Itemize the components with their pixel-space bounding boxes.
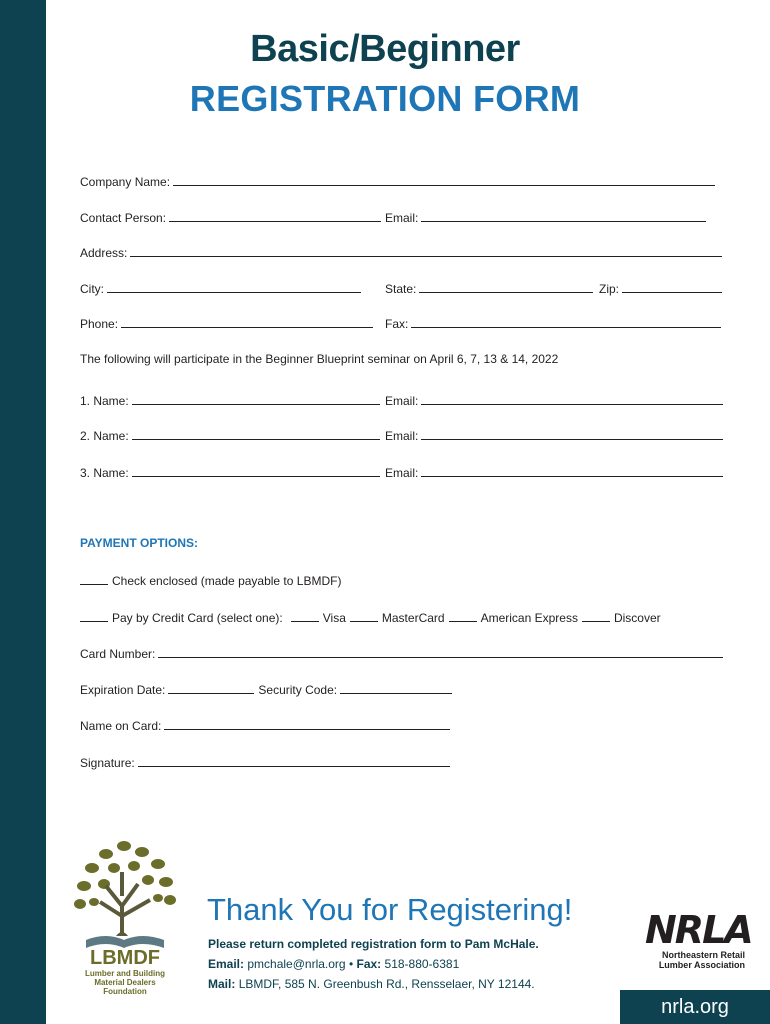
amex-blank[interactable] <box>449 609 477 622</box>
zip-field[interactable] <box>622 280 722 293</box>
expiration-row <box>80 680 452 700</box>
expiration-field[interactable] <box>168 681 254 694</box>
participant-email-field[interactable] <box>421 464 723 477</box>
lbmdf-sub-line: Material Dealers <box>94 978 156 987</box>
lbmdf-logo <box>66 836 184 996</box>
contact-person-field[interactable] <box>169 209 381 222</box>
separator: • <box>348 957 354 971</box>
security-code-field[interactable] <box>340 681 452 694</box>
signature-row <box>80 753 450 773</box>
participant-row-1 <box>80 391 730 411</box>
city-field[interactable] <box>107 280 361 293</box>
company-name-row <box>80 172 715 192</box>
mail-line <box>208 977 535 991</box>
mastercard-label: MasterCard <box>381 611 445 625</box>
amex-label: American Express <box>480 611 578 625</box>
check-enclosed-blank[interactable] <box>80 572 108 585</box>
mail-label: Mail: <box>208 977 236 991</box>
participant-name-field[interactable] <box>132 464 380 477</box>
lbmdf-logo-text: LBMDF <box>90 947 160 969</box>
company-name-label: Company Name: <box>80 175 171 189</box>
check-enclosed-row <box>80 571 341 591</box>
form-title: Basic/Beginner <box>250 28 520 70</box>
lbmdf-logo-subtext <box>66 969 184 996</box>
participant-name-field[interactable] <box>132 392 380 405</box>
nrla-logo-sub <box>645 950 745 970</box>
address-label: Address: <box>80 246 128 260</box>
participant-email-label: Email: <box>385 466 419 480</box>
card-number-label: Card Number: <box>80 647 156 661</box>
name-on-card-field[interactable] <box>164 717 450 730</box>
fax-label: Fax: <box>356 957 382 971</box>
nrla-logo <box>645 908 752 974</box>
contact-row <box>80 208 720 228</box>
participant-email-label: Email: <box>385 394 419 408</box>
participants-intro: The following will participate in the Beginner Blueprint seminar on April 6, 7, 13 & 14, 2022 <box>80 352 559 366</box>
signature-field[interactable] <box>138 754 450 767</box>
security-code-label: Security Code: <box>258 683 338 697</box>
fax-field[interactable] <box>411 315 721 328</box>
signature-label: Signature: <box>80 756 135 770</box>
form-subtitle: REGISTRATION FORM <box>189 78 581 119</box>
card-number-field[interactable] <box>158 645 723 658</box>
fax-label: Fax: <box>385 317 409 331</box>
mail-address: LBMDF, 585 N. Greenbush Rd., Rensselaer, NY 12144. <box>238 977 535 991</box>
participant-name-label: 1. Name: <box>80 394 129 408</box>
city-state-zip-row <box>80 279 730 299</box>
name-on-card-label: Name on Card: <box>80 719 162 733</box>
contact-person-label: Contact Person: <box>80 211 167 225</box>
check-enclosed-label: Check enclosed (made payable to LBMDF) <box>112 574 342 588</box>
address-row <box>80 243 722 263</box>
contact-email-label: Email: <box>385 211 419 225</box>
visa-blank[interactable] <box>291 609 319 622</box>
website-url[interactable]: nrla.org <box>620 990 770 1024</box>
phone-label: Phone: <box>80 317 119 331</box>
participant-row-3 <box>80 463 730 483</box>
participant-name-label: 2. Name: <box>80 429 129 443</box>
phone-fax-row <box>80 314 730 334</box>
zip-label: Zip: <box>599 282 620 296</box>
lbmdf-sub-line: Foundation <box>103 987 147 996</box>
mastercard-blank[interactable] <box>350 609 378 622</box>
address-field[interactable] <box>130 244 722 257</box>
payment-options-heading: PAYMENT OPTIONS: <box>80 536 199 550</box>
contact-email-field[interactable] <box>421 209 706 222</box>
expiration-label: Expiration Date: <box>80 683 166 697</box>
participant-name-label: 3. Name: <box>80 466 129 480</box>
fax-value: 518-880-6381 <box>384 957 460 971</box>
email-link[interactable]: pmchale@nrla.org <box>247 957 346 971</box>
phone-field[interactable] <box>121 315 373 328</box>
participant-email-field[interactable] <box>421 392 723 405</box>
nrla-sub-line: Lumber Association <box>658 960 745 970</box>
state-label: State: <box>385 282 417 296</box>
visa-label: Visa <box>322 611 346 625</box>
contact-line <box>208 957 459 971</box>
nrla-sub-line: Northeastern Retail <box>661 950 745 960</box>
return-instructions: Please return completed registration form to Pam McHale. <box>208 937 539 951</box>
participant-name-field[interactable] <box>132 427 380 440</box>
lbmdf-sub-line: Lumber and Building <box>85 969 165 978</box>
participant-email-label: Email: <box>385 429 419 443</box>
discover-blank[interactable] <box>582 609 610 622</box>
participant-row-2 <box>80 426 730 446</box>
name-on-card-row <box>80 716 450 736</box>
credit-card-label: Pay by Credit Card (select one): <box>112 611 283 625</box>
card-number-row <box>80 644 723 664</box>
city-label: City: <box>80 282 104 296</box>
nrla-logo-text: NRLA <box>645 908 752 952</box>
state-field[interactable] <box>419 280 593 293</box>
left-sidebar-bar <box>0 0 46 1024</box>
company-name-field[interactable] <box>173 173 715 186</box>
email-label: Email: <box>208 957 245 971</box>
credit-card-blank[interactable] <box>80 609 108 622</box>
credit-card-row <box>80 608 661 628</box>
thank-you-heading: Thank You for Registering! <box>207 892 573 927</box>
discover-label: Discover <box>613 611 661 625</box>
participant-email-field[interactable] <box>421 427 723 440</box>
